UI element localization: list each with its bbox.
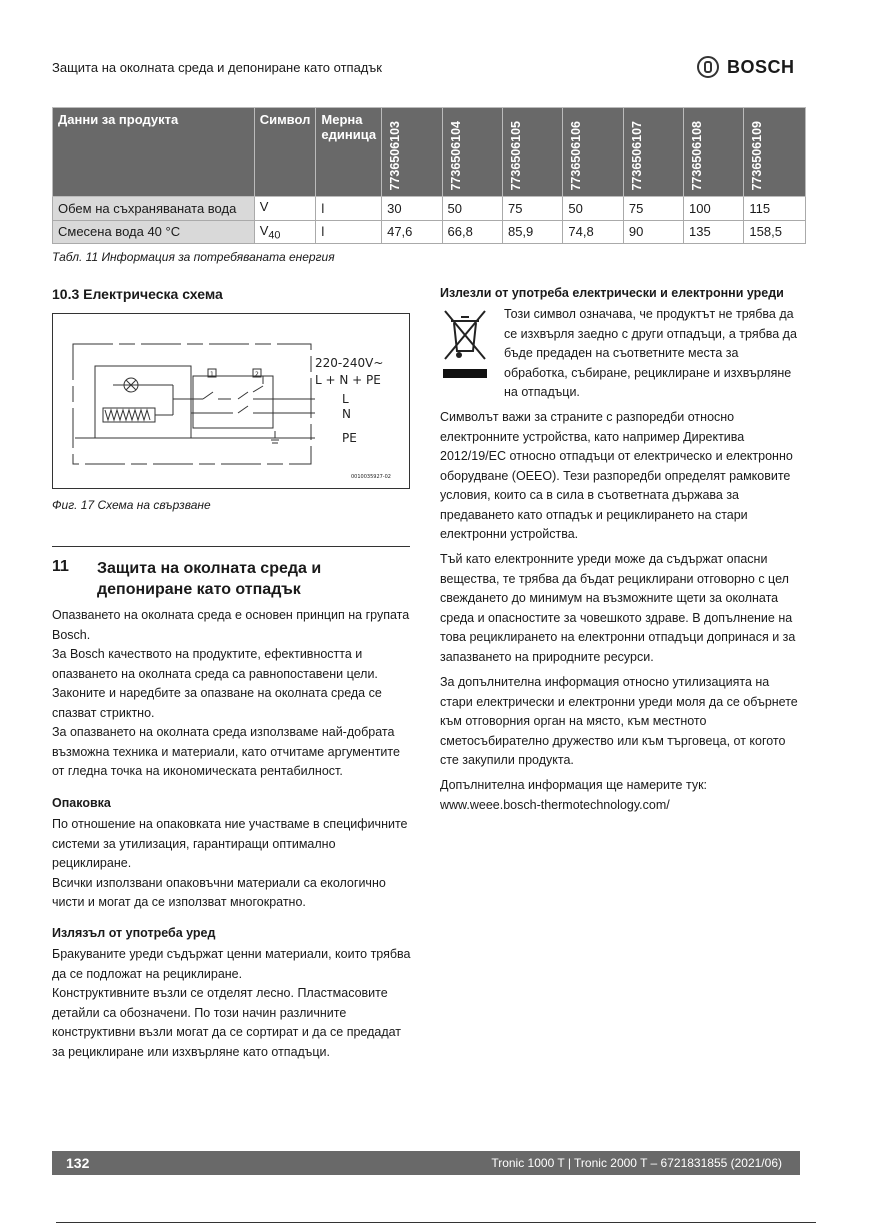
- table-cell: 90: [623, 220, 683, 244]
- table-cell: 158,5: [744, 220, 806, 244]
- col-header-unit: Мерна единица: [316, 108, 382, 197]
- old-device-text: [52, 945, 412, 1062]
- paragraph: Конструктивните възли се отделят лесно. Пластмасовите детайли са обозначени. По този начин различните конструктивни възли могат да се сортират и да се предадат за рециклиране или изхвърляне като отпадъци.: [52, 986, 402, 1059]
- table-cell: 50: [442, 197, 502, 221]
- more-info-label: Допълнителна информация ще намерите тук:: [440, 778, 708, 792]
- col-header-product: Данни за продукта: [53, 108, 255, 197]
- row-label: Обем на съхраняваната вода: [53, 197, 255, 221]
- table-caption: Табл. 11 Информация за потребяваната енергия: [52, 250, 335, 264]
- terminal-1-label: 1: [210, 371, 214, 378]
- weee-paragraph-3: За допълнителна информация относно утилизацията на стари електрически и електронни уреди моля да се обърнете към отговорния орган на място, към местното сметосъбирателно дружество или към търговеца, от когото сте закупили продукта.: [440, 675, 798, 767]
- bottom-rule: [56, 1222, 816, 1223]
- table-cell: 85,9: [502, 220, 562, 244]
- table-cell: 75: [502, 197, 562, 221]
- col-header-model: 7736506104: [442, 108, 502, 197]
- section-11-title: Защита на околната среда и депониране като отпадък: [97, 560, 322, 598]
- bosch-logo: [697, 56, 795, 78]
- table-cell: 100: [684, 197, 744, 221]
- section-11-intro: [52, 606, 412, 782]
- table-cell: 50: [563, 197, 623, 221]
- paragraph: За Bosch качеството на продуктите, ефективността и опазването на околната среда са равнопоставени цели.: [52, 647, 378, 681]
- table-header-row: [53, 108, 806, 197]
- page-number: 132: [66, 1155, 90, 1171]
- brand-name: BOSCH: [727, 56, 795, 77]
- line-n-label: N: [342, 407, 351, 421]
- weee-paragraph-1: Символът важи за страните с разпоредби относно електронните устройства, като например Директива 2012/19/EC относно отпадъци от електрическо и електронно оборудване (ОЕЕО). Тези разпоредби определят рамковите условия, които са в сила в съответната държава за предаването като отпадък и рециклирането на стари електронни устройства.: [440, 410, 793, 541]
- line-l-label: L: [342, 392, 349, 406]
- bosch-armature-icon: [697, 56, 719, 78]
- paragraph: Бракуваните уреди съдържат ценни материали, които трябва да се подложат на рециклиране.: [52, 947, 411, 981]
- footer-document-info: Tronic 1000 T | Tronic 2000 T – 6721831855 (2021/06): [491, 1156, 782, 1170]
- row-label: Смесена вода 40 °C: [53, 220, 255, 244]
- col-header-model: 7736506109: [744, 108, 806, 197]
- product-data-table: [52, 107, 806, 244]
- section-divider: [52, 546, 410, 547]
- page-header-title: Защита на околната среда и депониране като отпадък: [52, 60, 382, 75]
- paragraph: За опазването на околната среда използваме най-добрата възможна техника и материали, като отчитаме аргументите от гледна точка на икономическата рентабилност.: [52, 725, 400, 778]
- wiring-diagram-svg: [53, 314, 409, 488]
- old-device-heading: Излязъл от употреба уред: [52, 926, 216, 940]
- table-cell: 135: [684, 220, 744, 244]
- packaging-text: [52, 815, 412, 913]
- col-header-model: 7736506108: [684, 108, 744, 197]
- paragraph: Опазването на околната среда е основен принцип на групата Bosch.: [52, 608, 410, 642]
- page-footer: [52, 1151, 800, 1175]
- row-symbol: $V_{40}$: [254, 220, 316, 244]
- phases-label: L + N + PE: [315, 373, 381, 387]
- row-unit: l: [316, 220, 382, 244]
- col-header-model: 7736506106: [563, 108, 623, 197]
- col-header-symbol: Символ: [254, 108, 316, 197]
- weee-symbol-text: Този символ означава, че продуктът не трябва да се изхвърля заедно с други отпадъци, а трябва да бъде предаден на съответните места за обработка, събиране, рециклиране и изхвърляне на отпадъци.: [504, 307, 797, 399]
- weee-paragraph-4: [440, 776, 802, 815]
- col-header-model: 7736506105: [502, 108, 562, 197]
- terminal-2-label: 2: [255, 371, 259, 378]
- section-10-3-heading: 10.3 Електрическа схема: [52, 286, 223, 302]
- line-pe-label: PE: [342, 431, 357, 445]
- table-row: [53, 220, 806, 244]
- table-cell: 115: [744, 197, 806, 221]
- table-cell: 66,8: [442, 220, 502, 244]
- row-symbol: V: [254, 197, 316, 221]
- figure-caption: Фиг. 17 Схема на свързване: [52, 498, 211, 512]
- row-unit: l: [316, 197, 382, 221]
- paragraph: Законите и наредбите за опазване на околната среда се спазват стриктно.: [52, 686, 382, 720]
- table-cell: 47,6: [382, 220, 442, 244]
- table-cell: 74,8: [563, 220, 623, 244]
- packaging-heading: Опаковка: [52, 796, 111, 810]
- table-cell: 30: [382, 197, 442, 221]
- wiring-diagram: [52, 313, 410, 489]
- weee-heading: Излезли от употреба електрически и електронни уреди: [440, 286, 784, 300]
- diagram-code: 0010035927-02: [351, 474, 391, 480]
- col-header-model: 7736506103: [382, 108, 442, 197]
- table-cell: 75: [623, 197, 683, 221]
- table-row: [53, 197, 806, 221]
- paragraph: По отношение на опаковката ние участваме в специфичните системи за утилизация, гарантиращи оптимално рециклиране.: [52, 817, 408, 870]
- col-header-model: 7736506107: [623, 108, 683, 197]
- weee-link[interactable]: www.weee.bosch-thermotechnology.com/: [440, 797, 670, 812]
- paragraph: Всички използвани опаковъчни материали са екологично чисти и могат да се използват многократно.: [52, 875, 386, 909]
- supply-label: 220-240V~: [315, 356, 384, 370]
- crossed-bin-icon: [441, 307, 489, 388]
- weee-paragraph-2: Тъй като електронните уреди може да съдържат опасни вещества, те трябва да бъдат рециклирани отговорно с цел свеждането до минимум на възможните щети за околната среда и опасностите за човешкото здраве. В допълнение на това рециклирането на електронни отпадъци допринася и за запазването на природните ресурси.: [440, 552, 796, 664]
- section-11-number: 11: [52, 558, 69, 575]
